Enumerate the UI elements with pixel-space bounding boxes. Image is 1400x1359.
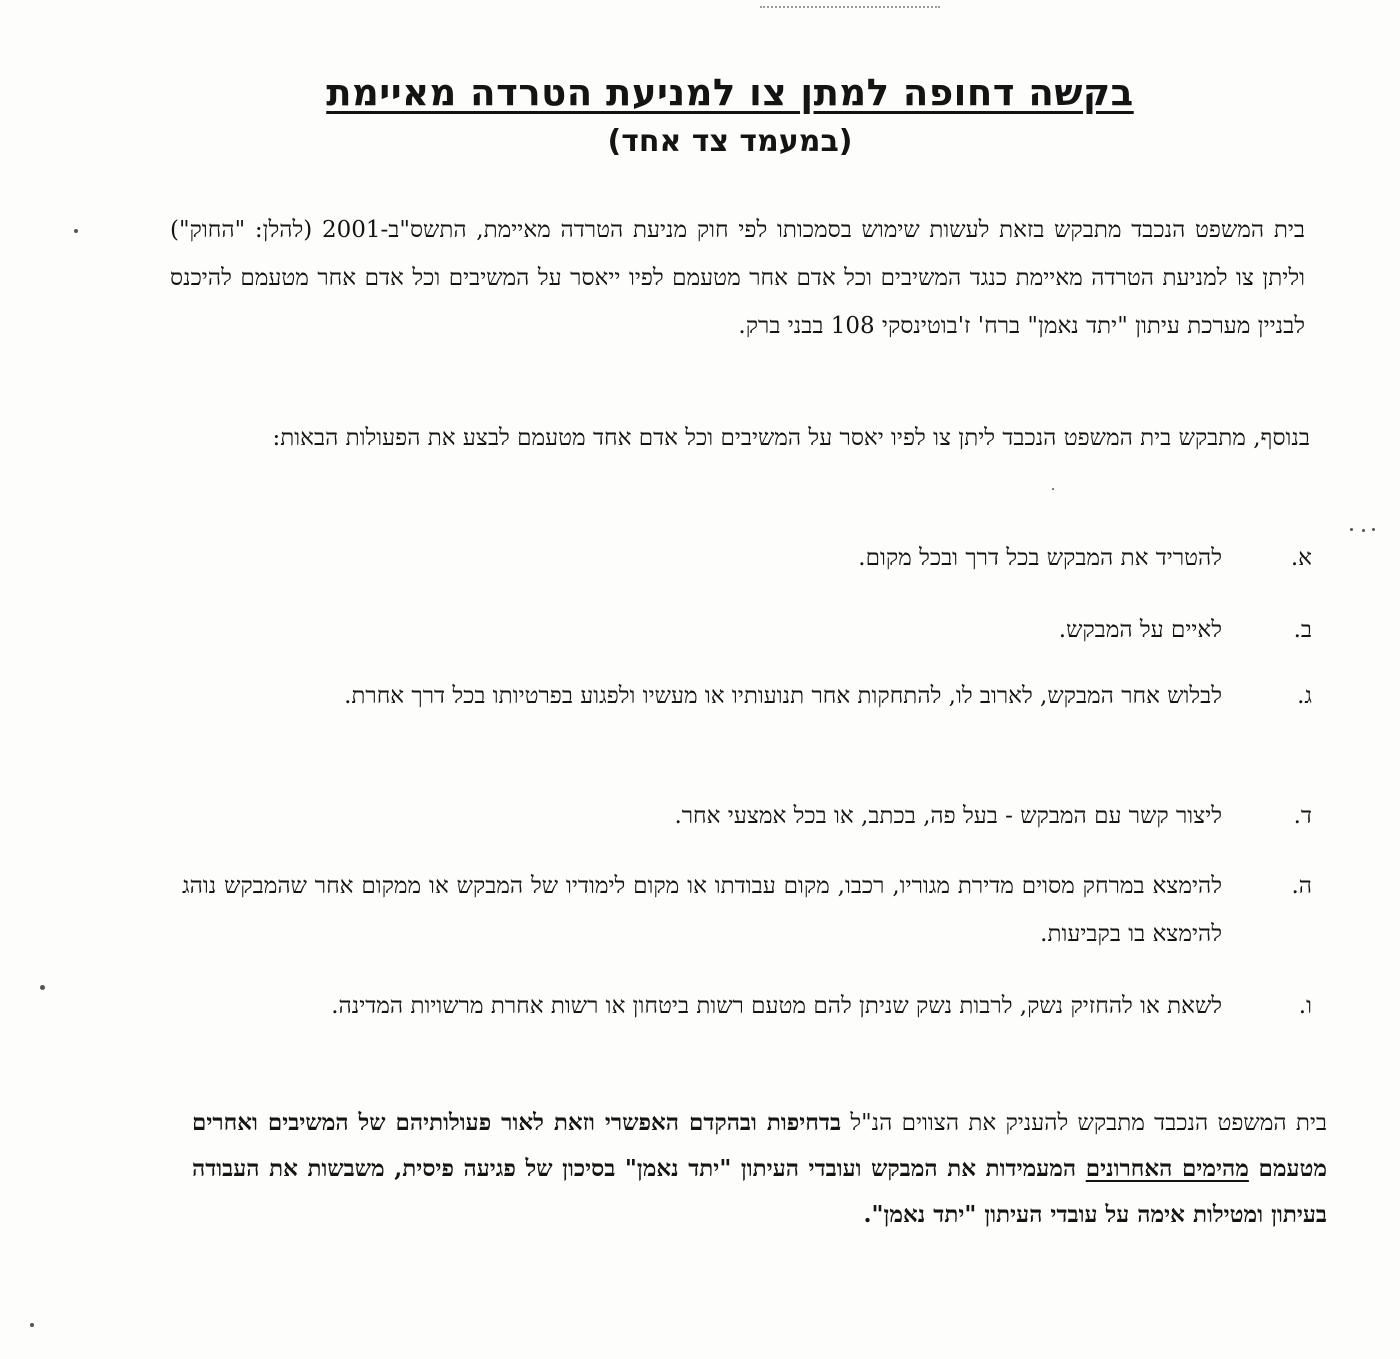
- list-item-marker: ה.: [1291, 873, 1312, 899]
- scan-speck: [40, 985, 45, 990]
- list-item-marker: ו.: [1298, 993, 1312, 1019]
- scan-speck: [1372, 528, 1375, 531]
- document-title: בקשה דחופה למתן צו למניעת הטרדה מאיימת: [326, 71, 1134, 114]
- list-item-text: לבלוש אחר המבקש, לארוב לו, להתחקות אחר תנועותיו או מעשיו ולפגוע בפרטיותו בכל דרך אחרת.: [344, 683, 1222, 709]
- list-item-text: לשאת או להחזיק נשק, לרבות נשק שניתן להם מטעם רשות ביטחון או רשות אחרת מרשויות המדינה.: [331, 993, 1222, 1019]
- addition-paragraph: בנוסף, מתבקש בית המשפט הנכבד ליתן צו לפיו יאסר על המשיבים וכל אדם אחד מטעמם לבצע את הפעולות הבאות:: [272, 425, 1310, 451]
- scan-speck: [30, 1323, 34, 1327]
- scan-speck: [1052, 488, 1054, 490]
- list-item-text: לאיים על המבקש.: [1058, 617, 1222, 643]
- list-item-marker: א.: [1290, 545, 1312, 571]
- intro-paragraph: בית המשפט הנכבד מתבקש בזאת לעשות שימוש בסמכותו לפי חוק מניעת הטרדה מאיימת, התשס"ב-2001 (להלן: "החוק") וליתן צו למניעת הטרדה מאיימת כנגד המשיבים וכל אדם אחר מטעמם לפיו ייאסר על המשיבים וכל אדם אחר מטעמם להיכנס לבניין מערכת עיתון "יתד נאמן" ברח' ז'בוטינסקי 108 בבני ברק.: [170, 217, 1305, 339]
- list-item-text: להטריד את המבקש בכל דרך ובכל מקום.: [858, 545, 1222, 571]
- scan-speck: [74, 229, 78, 233]
- cropped-header-fragment: [760, 0, 940, 8]
- list-item-text: ליצור קשר עם המבקש - בעל פה, בכתב, או בכל אמצעי אחר.: [674, 803, 1222, 829]
- closing-text-bold-end: המעמידות את המבקש ועובדי העיתון "יתד נאמן" בסיכון של פגיעה פיסית, משבשות את העבודה בעיתון ומטילות אימה על עובדי העיתון "יתד נאמן".: [192, 1155, 1327, 1228]
- list-item-text: להימצא במרחק מסוים מדירת מגוריו, רכבו, מקום עבודתו או מקום לימודיו של המבקש או ממקום אחר שהמבקש נוהג להימצא בו בקביעות.: [182, 873, 1222, 947]
- document-subtitle: (במעמד צד אחד): [607, 124, 853, 159]
- list-item-marker: ב.: [1293, 617, 1312, 643]
- closing-paragraph: [192, 1100, 1327, 1238]
- closing-text-bold: בדחיפות ובהקדם האפשרי וזאת לאור פעולותיהם של המשיבים ואחרים מטעמם: [192, 1109, 1327, 1182]
- scan-speck: [1350, 528, 1353, 531]
- closing-text-regular: בית המשפט הנכבד מתבקש להעניק את הצווים הנ"ל: [841, 1110, 1327, 1136]
- list-item-marker: ג.: [1297, 683, 1312, 709]
- closing-text-underlined: מהימים האחרונים: [1085, 1155, 1249, 1182]
- scan-speck: [1362, 529, 1365, 532]
- list-item-marker: ד.: [1293, 803, 1312, 829]
- title-block: [200, 68, 1260, 164]
